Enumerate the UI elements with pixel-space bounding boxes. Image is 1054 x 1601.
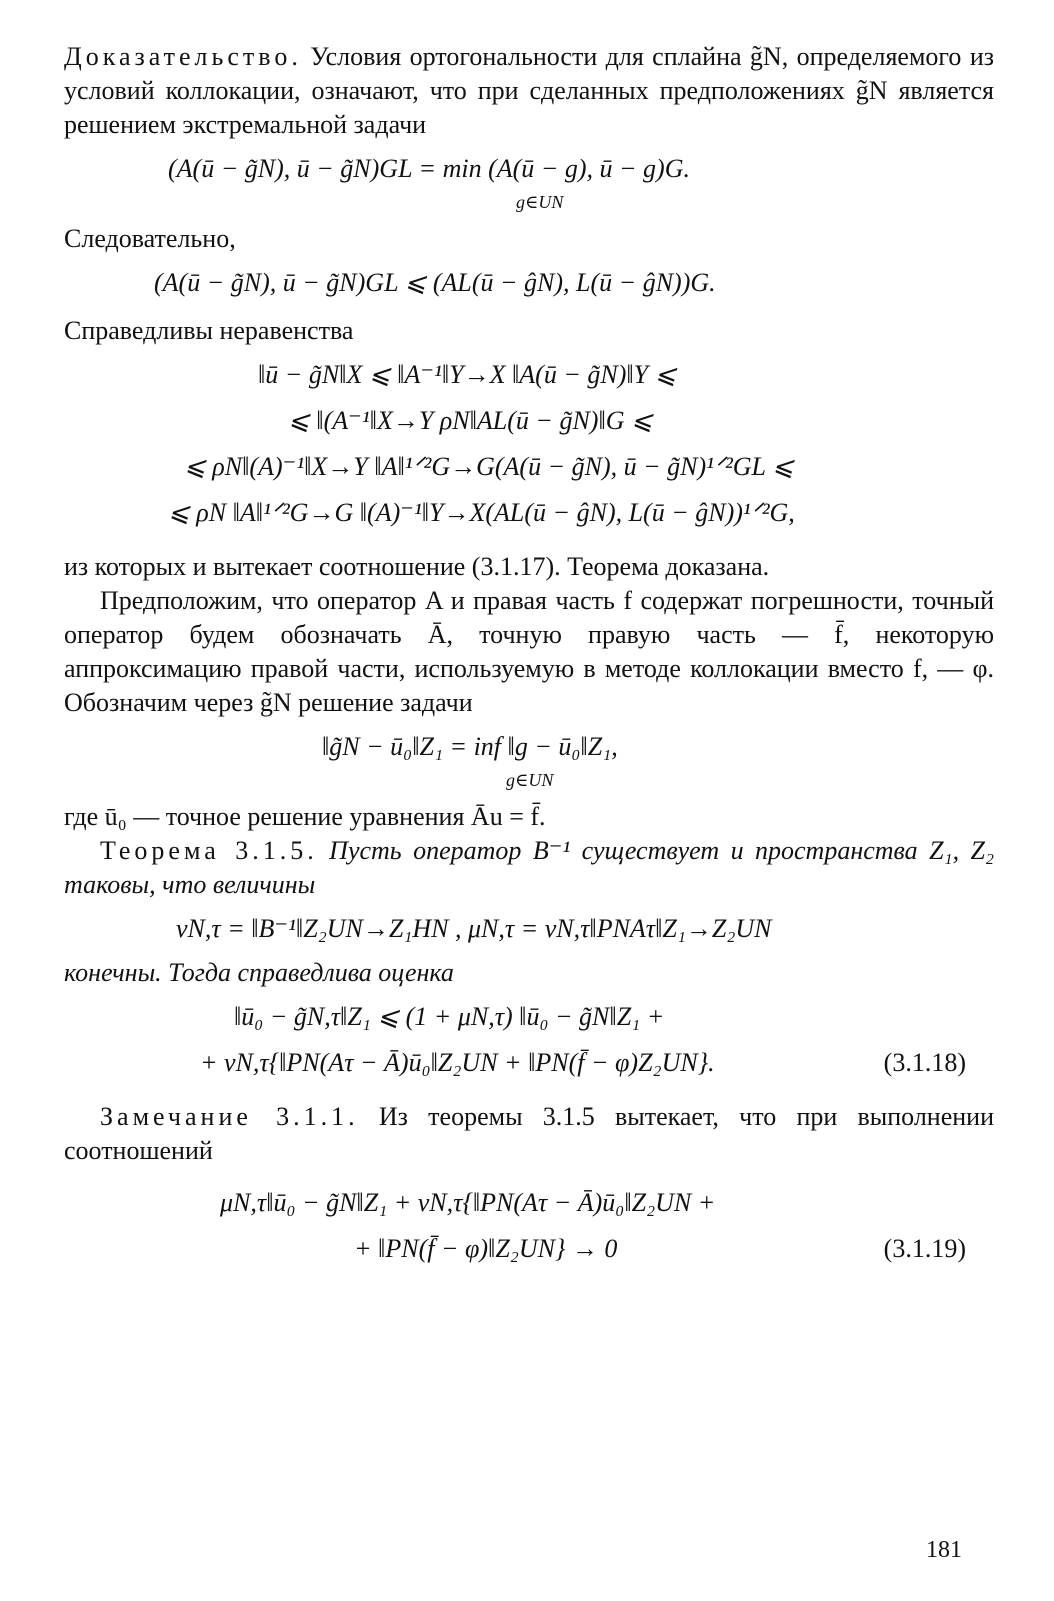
equation-number-3-1-18: (3.1.18) <box>883 1048 966 1077</box>
extremal-problem-subscript <box>64 190 994 216</box>
inequality-chain-line-3 <box>64 448 994 486</box>
inequality-chain-text-1: ‖ū − g̃N‖X ⩽ ‖A⁻¹‖Y→X ‖A(ū − g̃N)‖Y ⩽ <box>258 360 677 389</box>
remark-text: Из теоремы 3.1.5 вытекает, что при выполнении соотношений <box>64 1102 995 1165</box>
estimate-text-1: ‖ū₀ − g̃N,τ‖Z₁ ⩽ (1 + μN,τ) ‖ū₀ − g̃N‖Z₁ + <box>234 1002 665 1031</box>
page-number: 181 <box>926 1537 962 1563</box>
consequently-formula <box>64 264 994 302</box>
nu-mu-expression: νN,τ = ‖B⁻¹‖Z₂UN→Z₁HN , μN,τ = νN,τ‖PNAτ‖Z₁→Z₂UN <box>176 914 772 943</box>
extremal-problem-constraint: g∈UN <box>516 192 564 212</box>
consequently-expression: (A(ū − g̃N), ū − g̃N)GL ⩽ (AL(ū − ĝN), L(ū − ĝN))G. <box>154 268 716 297</box>
remark-paragraph <box>64 1100 994 1168</box>
proof-text: Условия ортогональности для сплайна g̃N, определяемого из условий коллокации, означают, что при сделанных предположениях g̃N является решением экстремальной задачи <box>64 42 994 139</box>
proof-conclusion: из которых и вытекает соотношение (3.1.17). Теорема доказана. <box>64 552 770 581</box>
theorem-text: Пусть оператор B⁻¹ существует и пространства Z₁, Z₂ таковы, что величины <box>64 836 995 899</box>
equation-number-3-1-19: (3.1.19) <box>883 1234 966 1263</box>
inequality-chain-text-4: ⩽ ρN ‖A‖¹ᐟ²G→G ‖(A)⁻¹‖Y→X(AL(ū − ĝN), L(ū − ĝN))¹ᐟ²G, <box>168 498 795 527</box>
extremal-problem-formula <box>64 150 994 188</box>
theorem-estimate-intro: конечны. Тогда справедлива оценка <box>64 958 454 987</box>
inequality-chain-text-2: ⩽ ‖(A⁻¹‖X→Y ρN‖AL(ū − g̃N)‖G ⩽ <box>288 406 653 435</box>
consequently-line: Следовательно, <box>64 224 236 253</box>
inf-problem-formula <box>64 728 994 766</box>
estimate-line-1 <box>64 998 994 1036</box>
inf-problem-constraint: g∈UN <box>506 770 554 790</box>
condition-text-2: + ‖PN(f̄ − φ)‖Z₂UN} → 0 <box>354 1234 618 1263</box>
exact-solution-line: где ū₀ — точное решение уравнения Āu = f̄. <box>64 802 546 831</box>
condition-line-1 <box>64 1184 994 1222</box>
inequality-chain-text-3: ⩽ ρN‖(A)⁻¹‖X→Y ‖A‖¹ᐟ²G→G(A(ū − g̃N), ū − g̃N)¹ᐟ²GL ⩽ <box>184 452 794 481</box>
inequality-chain-line-1 <box>64 356 994 394</box>
theorem-paragraph <box>64 834 994 902</box>
condition-text-1: μN,τ‖ū₀ − g̃N‖Z₁ + νN,τ{‖PN(Aτ − Ā)ū₀‖Z₂UN + <box>220 1188 716 1217</box>
inequality-chain-line-4 <box>64 494 994 532</box>
extremal-problem-expression: (A(ū − g̃N), ū − g̃N)GL = min (A(ū − g), ū − g)G. <box>168 154 690 183</box>
assumption-paragraph: Предположим, что оператор A и правая часть f содержат погрешности, точный оператор будем обозначать Ā, точную правую часть — f̄, некоторую аппроксимацию правой части, используемую в методе коллокации вместо f, — φ. Обозначим через g̃N решение задачи <box>64 586 994 717</box>
inequality-chain-line-2 <box>64 402 994 440</box>
inequalities-intro: Справедливы неравенства <box>64 316 354 345</box>
proof-paragraph <box>64 40 994 142</box>
inf-problem-subscript <box>64 768 994 794</box>
inf-problem-expression: ‖g̃N − ū₀‖Z₁ = inf ‖g − ū₀‖Z₁, <box>322 732 618 761</box>
remark-label: Замечание 3.1.1. <box>100 1102 359 1131</box>
theorem-label: Теорема 3.1.5. <box>100 836 318 865</box>
nu-mu-definitions <box>64 910 994 948</box>
proof-label: Доказательство. <box>64 42 302 71</box>
estimate-line-2 <box>64 1044 994 1082</box>
estimate-text-2: + νN,τ{‖PN(Aτ − Ā)ū₀‖Z₂UN + ‖PN(f̄ − φ)Z₂UN}. <box>200 1048 715 1077</box>
condition-line-2 <box>64 1230 994 1268</box>
